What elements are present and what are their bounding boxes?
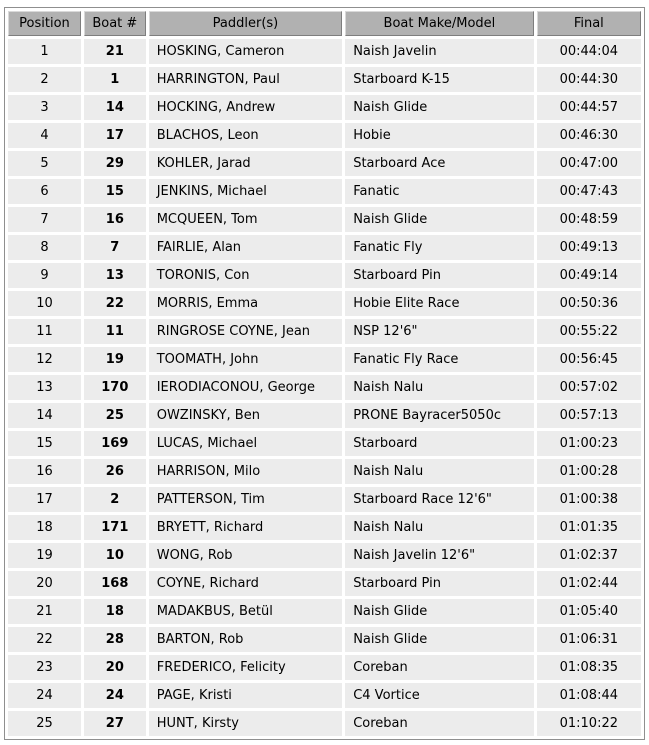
boat-number-cell: 1 <box>84 67 146 92</box>
header-boat-make-model: Boat Make/Model <box>345 11 533 36</box>
position-cell: 17 <box>8 487 81 512</box>
table-row <box>8 375 641 400</box>
boat-number-cell: 169 <box>84 431 146 456</box>
final-time-cell: 00:47:00 <box>537 151 641 176</box>
table-row <box>8 67 641 92</box>
paddlers-cell: BRYETT, Richard <box>149 515 342 540</box>
header-paddlers: Paddler(s) <box>149 11 342 36</box>
boat-make-model-cell: Starboard Pin <box>345 263 533 288</box>
paddlers-cell: BARTON, Rob <box>149 627 342 652</box>
position-cell: 12 <box>8 347 81 372</box>
boat-make-model-cell: Naish Glide <box>345 207 533 232</box>
boat-make-model-cell: Fanatic <box>345 179 533 204</box>
boat-number-cell: 11 <box>84 319 146 344</box>
table-row <box>8 403 641 428</box>
paddlers-cell: HOSKING, Cameron <box>149 39 342 64</box>
boat-make-model-cell: Naish Nalu <box>345 375 533 400</box>
boat-make-model-cell: Starboard Pin <box>345 571 533 596</box>
paddlers-cell: JENKINS, Michael <box>149 179 342 204</box>
final-time-cell: 01:06:31 <box>537 627 641 652</box>
boat-number-cell: 171 <box>84 515 146 540</box>
paddlers-cell: KOHLER, Jarad <box>149 151 342 176</box>
table-row <box>8 95 641 120</box>
position-cell: 15 <box>8 431 81 456</box>
final-time-cell: 01:00:28 <box>537 459 641 484</box>
position-cell: 23 <box>8 655 81 680</box>
final-time-cell: 01:02:37 <box>537 543 641 568</box>
final-time-cell: 00:49:14 <box>537 263 641 288</box>
header-position: Position <box>8 11 81 36</box>
final-time-cell: 01:02:44 <box>537 571 641 596</box>
position-cell: 10 <box>8 291 81 316</box>
boat-make-model-cell: C4 Vortice <box>345 683 533 708</box>
paddlers-cell: HARRISON, Milo <box>149 459 342 484</box>
table-row <box>8 515 641 540</box>
table-row <box>8 39 641 64</box>
boat-number-cell: 28 <box>84 627 146 652</box>
position-cell: 13 <box>8 375 81 400</box>
boat-make-model-cell: Fanatic Fly <box>345 235 533 260</box>
table-row <box>8 431 641 456</box>
final-time-cell: 00:44:57 <box>537 95 641 120</box>
table-row <box>8 683 641 708</box>
boat-number-cell: 170 <box>84 375 146 400</box>
boat-make-model-cell: NSP 12'6" <box>345 319 533 344</box>
boat-make-model-cell: Hobie Elite Race <box>345 291 533 316</box>
final-time-cell: 00:56:45 <box>537 347 641 372</box>
table-row <box>8 123 641 148</box>
header-boat-number: Boat # <box>84 11 146 36</box>
paddlers-cell: FREDERICO, Felicity <box>149 655 342 680</box>
position-cell: 20 <box>8 571 81 596</box>
paddlers-cell: MCQUEEN, Tom <box>149 207 342 232</box>
paddlers-cell: MADAKBUS, Betül <box>149 599 342 624</box>
boat-number-cell: 10 <box>84 543 146 568</box>
boat-number-cell: 26 <box>84 459 146 484</box>
paddlers-cell: FAIRLIE, Alan <box>149 235 342 260</box>
paddlers-cell: BLACHOS, Leon <box>149 123 342 148</box>
boat-make-model-cell: Hobie <box>345 123 533 148</box>
results-table-body <box>8 39 641 736</box>
final-time-cell: 01:00:38 <box>537 487 641 512</box>
boat-make-model-cell: Naish Glide <box>345 627 533 652</box>
position-cell: 8 <box>8 235 81 260</box>
boat-make-model-cell: Naish Nalu <box>345 515 533 540</box>
table-row <box>8 711 641 736</box>
paddlers-cell: RINGROSE COYNE, Jean <box>149 319 342 344</box>
table-row <box>8 627 641 652</box>
paddlers-cell: PAGE, Kristi <box>149 683 342 708</box>
boat-make-model-cell: Starboard <box>345 431 533 456</box>
table-row <box>8 459 641 484</box>
table-row <box>8 487 641 512</box>
table-row <box>8 235 641 260</box>
table-row <box>8 263 641 288</box>
boat-number-cell: 15 <box>84 179 146 204</box>
paddlers-cell: WONG, Rob <box>149 543 342 568</box>
boat-make-model-cell: Naish Glide <box>345 599 533 624</box>
position-cell: 16 <box>8 459 81 484</box>
boat-number-cell: 16 <box>84 207 146 232</box>
table-row <box>8 599 641 624</box>
boat-number-cell: 19 <box>84 347 146 372</box>
final-time-cell: 01:08:35 <box>537 655 641 680</box>
boat-make-model-cell: Coreban <box>345 655 533 680</box>
paddlers-cell: HOCKING, Andrew <box>149 95 342 120</box>
position-cell: 22 <box>8 627 81 652</box>
paddlers-cell: HUNT, Kirsty <box>149 711 342 736</box>
boat-number-cell: 25 <box>84 403 146 428</box>
boat-number-cell: 24 <box>84 683 146 708</box>
position-cell: 3 <box>8 95 81 120</box>
final-time-cell: 01:05:40 <box>537 599 641 624</box>
final-time-cell: 00:47:43 <box>537 179 641 204</box>
boat-number-cell: 29 <box>84 151 146 176</box>
position-cell: 11 <box>8 319 81 344</box>
final-time-cell: 00:57:13 <box>537 403 641 428</box>
table-row <box>8 571 641 596</box>
position-cell: 9 <box>8 263 81 288</box>
boat-make-model-cell: Naish Javelin 12'6" <box>345 543 533 568</box>
header-final: Final <box>537 11 641 36</box>
final-time-cell: 00:49:13 <box>537 235 641 260</box>
race-results-table <box>4 7 645 740</box>
boat-number-cell: 20 <box>84 655 146 680</box>
final-time-cell: 01:00:23 <box>537 431 641 456</box>
paddlers-cell: MORRIS, Emma <box>149 291 342 316</box>
position-cell: 7 <box>8 207 81 232</box>
paddlers-cell: HARRINGTON, Paul <box>149 67 342 92</box>
final-time-cell: 00:57:02 <box>537 375 641 400</box>
final-time-cell: 01:10:22 <box>537 711 641 736</box>
boat-number-cell: 21 <box>84 39 146 64</box>
boat-number-cell: 27 <box>84 711 146 736</box>
position-cell: 21 <box>8 599 81 624</box>
table-row <box>8 319 641 344</box>
boat-make-model-cell: PRONE Bayracer5050c <box>345 403 533 428</box>
paddlers-cell: COYNE, Richard <box>149 571 342 596</box>
table-row <box>8 347 641 372</box>
header-row <box>8 11 641 36</box>
boat-make-model-cell: Starboard Ace <box>345 151 533 176</box>
final-time-cell: 01:01:35 <box>537 515 641 540</box>
boat-make-model-cell: Coreban <box>345 711 533 736</box>
boat-make-model-cell: Starboard Race 12'6" <box>345 487 533 512</box>
boat-number-cell: 2 <box>84 487 146 512</box>
paddlers-cell: TORONIS, Con <box>149 263 342 288</box>
table-row <box>8 543 641 568</box>
table-row <box>8 655 641 680</box>
table-row <box>8 179 641 204</box>
boat-number-cell: 168 <box>84 571 146 596</box>
boat-make-model-cell: Naish Glide <box>345 95 533 120</box>
final-time-cell: 00:48:59 <box>537 207 641 232</box>
position-cell: 25 <box>8 711 81 736</box>
table-row <box>8 291 641 316</box>
boat-number-cell: 14 <box>84 95 146 120</box>
paddlers-cell: OWZINSKY, Ben <box>149 403 342 428</box>
boat-number-cell: 13 <box>84 263 146 288</box>
position-cell: 19 <box>8 543 81 568</box>
boat-number-cell: 7 <box>84 235 146 260</box>
final-time-cell: 00:44:04 <box>537 39 641 64</box>
final-time-cell: 00:55:22 <box>537 319 641 344</box>
final-time-cell: 00:46:30 <box>537 123 641 148</box>
boat-make-model-cell: Naish Nalu <box>345 459 533 484</box>
table-row <box>8 207 641 232</box>
paddlers-cell: PATTERSON, Tim <box>149 487 342 512</box>
position-cell: 24 <box>8 683 81 708</box>
position-cell: 18 <box>8 515 81 540</box>
boat-number-cell: 18 <box>84 599 146 624</box>
boat-make-model-cell: Starboard K-15 <box>345 67 533 92</box>
final-time-cell: 00:50:36 <box>537 291 641 316</box>
boat-make-model-cell: Fanatic Fly Race <box>345 347 533 372</box>
table-row <box>8 151 641 176</box>
position-cell: 1 <box>8 39 81 64</box>
final-time-cell: 01:08:44 <box>537 683 641 708</box>
paddlers-cell: TOOMATH, John <box>149 347 342 372</box>
position-cell: 5 <box>8 151 81 176</box>
boat-make-model-cell: Naish Javelin <box>345 39 533 64</box>
position-cell: 4 <box>8 123 81 148</box>
boat-number-cell: 22 <box>84 291 146 316</box>
final-time-cell: 00:44:30 <box>537 67 641 92</box>
paddlers-cell: IERODIACONOU, George <box>149 375 342 400</box>
position-cell: 6 <box>8 179 81 204</box>
boat-number-cell: 17 <box>84 123 146 148</box>
position-cell: 14 <box>8 403 81 428</box>
position-cell: 2 <box>8 67 81 92</box>
paddlers-cell: LUCAS, Michael <box>149 431 342 456</box>
